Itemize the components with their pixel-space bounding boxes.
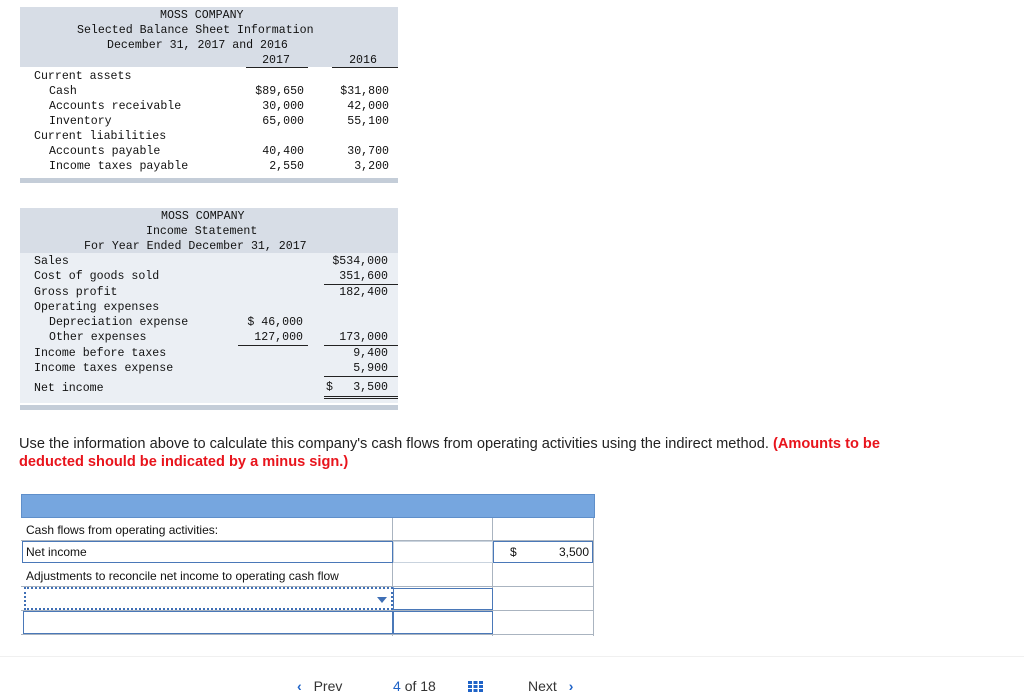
is-ni-double-underline-2 xyxy=(324,398,398,399)
is-ni-dollar: $ xyxy=(326,381,333,394)
is-tax-underline xyxy=(324,376,398,377)
is-sales-label: Sales xyxy=(34,255,69,268)
adjustment-label-field-2[interactable] xyxy=(23,611,393,634)
is-ibt-value: 9,400 xyxy=(353,347,388,360)
bs-row-2017: 65,000 xyxy=(262,115,304,128)
is-cogs-value: 351,600 xyxy=(339,270,388,283)
pagination-bar xyxy=(0,656,1024,694)
page-indicator[interactable] xyxy=(393,678,436,694)
is-gross-label: Gross profit xyxy=(34,286,118,299)
is-period: For Year Ended December 31, 2017 xyxy=(84,240,307,253)
adjustment-select[interactable] xyxy=(24,587,393,610)
bs-row-2017: 2,550 xyxy=(269,160,304,173)
is-sales-value: $534,000 xyxy=(332,255,388,268)
adjustment-amount-field[interactable] xyxy=(393,588,493,610)
prev-label: Prev xyxy=(313,678,343,694)
page-total: of 18 xyxy=(404,678,436,694)
chevron-down-icon[interactable] xyxy=(377,597,387,603)
bs-row-label: Cash xyxy=(49,85,77,98)
net-income-dollar: $ xyxy=(510,545,517,559)
is-dep-value: $ 46,000 xyxy=(247,316,303,329)
bs-col-2017-underline xyxy=(246,67,308,68)
bs-row-2016: 3,200 xyxy=(354,160,389,173)
adjustment-amount-field-2[interactable] xyxy=(393,611,493,634)
chevron-right-icon: › xyxy=(568,678,574,694)
bs-col-2016: 2016 xyxy=(349,54,377,67)
worksheet-header xyxy=(21,494,595,518)
bs-current-assets-label: Current assets xyxy=(34,70,132,83)
bs-row-label: Accounts receivable xyxy=(49,100,182,113)
row-divider xyxy=(21,634,594,635)
prev-button[interactable] xyxy=(297,678,342,694)
is-other-underline xyxy=(238,345,308,346)
adjustments-label: Adjustments to reconcile net income to operating cash flow xyxy=(26,569,339,583)
bs-row-2017: 30,000 xyxy=(262,100,304,113)
is-title: Income Statement xyxy=(146,225,258,238)
is-bottom-bar xyxy=(20,405,398,410)
net-income-value-field[interactable] xyxy=(493,541,593,563)
instructions-text: Use the information above to calculate this company's cash flows from operating activities using the indirect method. xyxy=(19,436,769,452)
bs-col-2016-underline xyxy=(332,67,398,68)
net-income-label-field[interactable] xyxy=(22,541,393,563)
bs-row-2016: 55,100 xyxy=(347,115,389,128)
bs-col-2017: 2017 xyxy=(262,54,290,67)
bs-row-2016: $31,800 xyxy=(340,85,389,98)
is-dep-label: Depreciation expense xyxy=(49,316,189,329)
instructions xyxy=(19,435,919,471)
is-tax-label: Income taxes expense xyxy=(34,362,174,375)
is-other-label: Other expenses xyxy=(49,331,147,344)
bs-row-2016: 30,700 xyxy=(347,145,389,158)
is-cogs-label: Cost of goods sold xyxy=(34,270,160,283)
is-ni-value: 3,500 xyxy=(353,381,388,394)
bs-dates: December 31, 2017 and 2016 xyxy=(107,39,288,52)
bs-row-label: Inventory xyxy=(49,115,112,128)
bs-company: MOSS COMPANY xyxy=(160,9,244,22)
cash-flow-worksheet xyxy=(21,494,594,636)
is-ibt-label: Income before taxes xyxy=(34,347,167,360)
net-income-blank-field[interactable] xyxy=(393,541,493,563)
is-ni-double-underline-1 xyxy=(324,396,398,397)
is-ni-label: Net income xyxy=(34,382,104,395)
instructions-highlight: (Amounts to be deducted should be indicated by a minus sign.) xyxy=(19,436,880,470)
bs-row-2017: $89,650 xyxy=(255,85,304,98)
is-other-value: 127,000 xyxy=(254,331,303,344)
current-page: 4 xyxy=(393,678,401,694)
is-opex-total: 173,000 xyxy=(339,331,388,344)
bs-row-label: Accounts payable xyxy=(49,145,161,158)
is-tax-value: 5,900 xyxy=(353,362,388,375)
next-label: Next xyxy=(528,678,557,694)
grid-icon[interactable] xyxy=(468,679,483,690)
bs-row-label: Income taxes payable xyxy=(49,160,189,173)
bs-row-2016: 42,000 xyxy=(347,100,389,113)
chevron-left-icon: ‹ xyxy=(297,678,302,694)
col-divider xyxy=(593,518,594,636)
net-income-label: Net income xyxy=(26,545,87,559)
bs-title: Selected Balance Sheet Information xyxy=(77,24,314,37)
is-company: MOSS COMPANY xyxy=(161,210,245,223)
next-button[interactable] xyxy=(528,678,573,694)
is-gross-value: 182,400 xyxy=(339,286,388,299)
bs-row-2017: 40,400 xyxy=(262,145,304,158)
bs-current-liabilities-label: Current liabilities xyxy=(34,130,167,143)
worksheet-heading: Cash flows from operating activities: xyxy=(26,523,219,537)
net-income-value: 3,500 xyxy=(558,545,589,559)
bs-bottom-bar xyxy=(20,178,398,183)
is-opex-label: Operating expenses xyxy=(34,301,160,314)
